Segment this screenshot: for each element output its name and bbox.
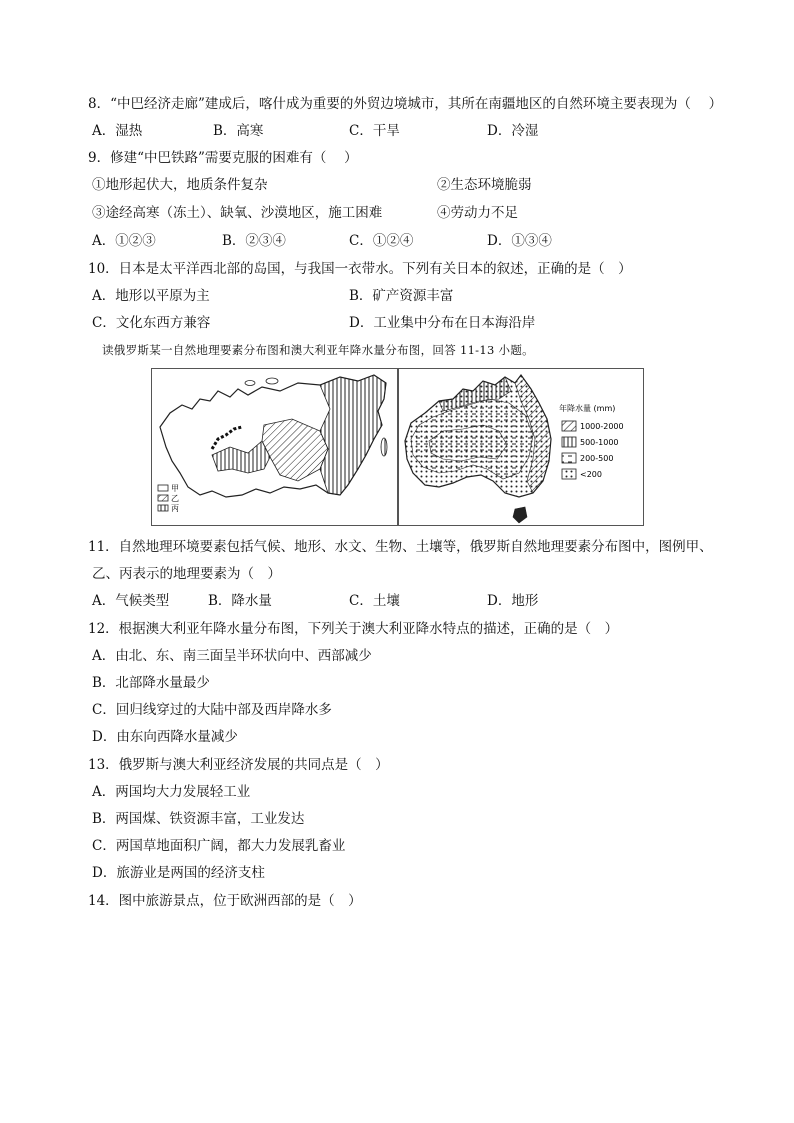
q9-option-d[interactable]: D．①③④	[487, 233, 552, 249]
q11-option-b[interactable]: B．降水量	[208, 593, 272, 609]
russia-map	[151, 368, 398, 526]
q12-stem: 12．根据澳大利亚年降水量分布图，下列关于澳大利亚降水特点的描述，正确的是（ ）	[88, 621, 619, 637]
q9-item-1: ①地形起伏大，地质条件复杂	[92, 177, 268, 193]
q8-option-a[interactable]: A．湿热	[92, 123, 143, 139]
russia-legend-yi: 乙	[171, 494, 179, 503]
russia-legend-bing: 丙	[171, 504, 179, 513]
q9-item-3: ③途经高寒（冻土）、缺氧、沙漠地区，施工困难	[92, 205, 383, 221]
q13-option-c[interactable]: C．两国草地面积广阔，都大力发展乳畜业	[92, 838, 346, 854]
russia-region-bing-east	[320, 375, 386, 495]
australia-legend-4: <200	[580, 470, 602, 479]
q8-option-c[interactable]: C．干旱	[349, 123, 400, 139]
q13-option-d[interactable]: D．旅游业是两国的经济支柱	[92, 865, 265, 881]
q10-option-b[interactable]: B．矿产资源丰富	[349, 288, 454, 304]
russia-island	[245, 381, 255, 386]
q11-option-d[interactable]: D．地形	[487, 593, 539, 609]
maps-intro: 读俄罗斯某一自然地理要素分布图和澳大利亚年降水量分布图，回答 11-13 小题。	[102, 343, 534, 357]
q11-option-c[interactable]: C．土壤	[349, 593, 400, 609]
q12-option-a[interactable]: A．由北、东、南三面呈半环状向中、西部减少	[92, 648, 372, 664]
q13-option-a[interactable]: A．两国均大力发展轻工业	[92, 784, 251, 800]
q11-stem-line2: 乙、丙表示的地理要素为（ ）	[92, 566, 281, 582]
tasmania	[513, 507, 527, 523]
q12-option-d[interactable]: D．由东向西降水量减少	[92, 729, 238, 745]
russia-legend-swatch-jia	[158, 485, 168, 491]
q9-item-4: ④劳动力不足	[437, 205, 518, 221]
russia-island	[381, 438, 387, 456]
russia-legend-jia: 甲	[171, 484, 179, 493]
q11-stem-line1: 11．自然地理环境要素包括气候、地形、水文、生物、土壤等，俄罗斯自然地理要素分布图中，图例甲、	[88, 539, 713, 555]
australia-map-graphic	[399, 369, 643, 525]
australia-legend-swatch-4	[562, 469, 576, 479]
q14-stem: 14．图中旅游景点，位于欧洲西部的是（ ）	[88, 893, 362, 909]
q10-stem: 10．日本是太平洋西北部的岛国，与我国一衣带水。下列有关日本的叙述，正确的是（ ）	[88, 261, 632, 277]
australia-legend-swatch-1	[562, 421, 576, 431]
q9-stem: 9．修建“中巴铁路”需要克服的困难有（ ）	[88, 150, 358, 166]
australia-legend-swatch-2	[562, 437, 576, 447]
russia-legend-swatch-bing	[158, 505, 168, 511]
q8-option-b[interactable]: B．高寒	[213, 123, 264, 139]
q10-option-d[interactable]: D．工业集中分布在日本海沿岸	[349, 315, 536, 331]
australia-map	[398, 368, 644, 526]
russia-legend-swatch-yi	[158, 495, 168, 501]
q9-item-2: ②生态环境脆弱	[437, 177, 532, 193]
q11-option-a[interactable]: A．气候类型	[92, 593, 170, 609]
q9-option-c[interactable]: C．①②④	[349, 233, 414, 249]
australia-legend-title: 年降水量 (mm)	[559, 404, 616, 413]
q12-option-b[interactable]: B．北部降水量最少	[92, 675, 210, 691]
q13-stem: 13．俄罗斯与澳大利亚经济发展的共同点是（ ）	[88, 757, 389, 773]
australia-legend-3: 200-500	[580, 454, 614, 463]
russia-island	[266, 378, 278, 384]
q10-option-a[interactable]: A．地形以平原为主	[92, 288, 210, 304]
q10-option-c[interactable]: C．文化东西方兼容	[92, 315, 211, 331]
australia-legend-1: 1000-2000	[580, 422, 624, 431]
q9-option-b[interactable]: B．②③④	[222, 233, 286, 249]
q13-option-b[interactable]: B．两国煤、铁资源丰富，工业发达	[92, 811, 305, 827]
q8-option-d[interactable]: D．冷湿	[487, 123, 539, 139]
q12-option-c[interactable]: C．回归线穿过的大陆中部及西岸降水多	[92, 702, 332, 718]
australia-legend-swatch-3	[562, 453, 576, 463]
q9-option-a[interactable]: A．①②③	[92, 233, 156, 249]
russia-map-graphic	[152, 369, 397, 525]
q8-stem: 8．“中巴经济走廊”建成后，喀什成为重要的外贸边境城市，其所在南疆地区的自然环境主要表现为（ ）	[88, 96, 723, 112]
australia-legend-2: 500-1000	[580, 438, 619, 447]
